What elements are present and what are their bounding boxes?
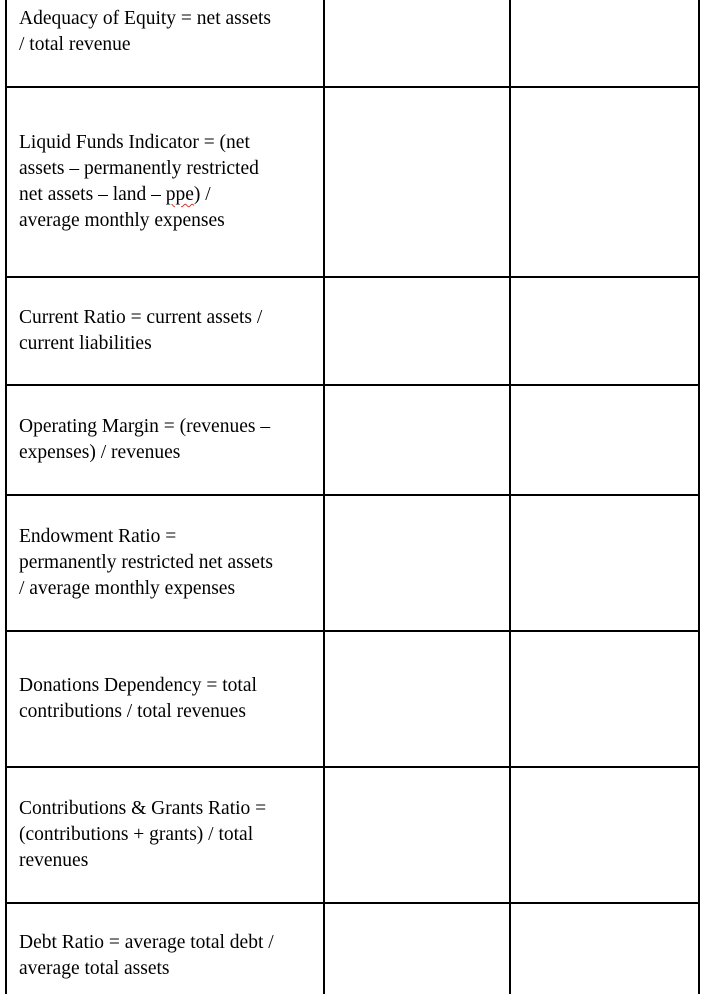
empty-value-cell[interactable] — [510, 495, 699, 631]
empty-value-cell[interactable] — [324, 0, 510, 87]
empty-value-cell[interactable] — [510, 0, 699, 87]
empty-value-cell[interactable] — [324, 277, 510, 385]
ratio-description-cell — [6, 277, 324, 385]
table-row — [6, 0, 699, 87]
ratio-description-cell — [6, 87, 324, 277]
ratio-description-cell — [6, 767, 324, 903]
empty-value-cell[interactable] — [324, 767, 510, 903]
empty-value-cell[interactable] — [324, 385, 510, 495]
ratio-text-line: current liabilities — [19, 333, 152, 354]
table-row — [6, 385, 699, 495]
empty-value-cell[interactable] — [324, 495, 510, 631]
table-row — [6, 767, 699, 903]
ratio-description-cell — [6, 0, 324, 87]
ratio-text-line: Liquid Funds Indicator = (net — [19, 132, 250, 153]
ratio-text-line: Debt Ratio = average total debt / — [19, 932, 274, 953]
ratio-description-cell — [6, 495, 324, 631]
table-row — [6, 631, 699, 767]
empty-value-cell[interactable] — [510, 903, 699, 994]
empty-value-cell[interactable] — [510, 277, 699, 385]
ratio-text-line: permanently restricted net assets — [19, 552, 273, 573]
table-row — [6, 495, 699, 631]
ratio-text-line: revenues — [19, 850, 89, 871]
table-row — [6, 903, 699, 994]
empty-value-cell[interactable] — [510, 385, 699, 495]
ratio-text-line: Contributions & Grants Ratio = — [19, 798, 267, 819]
ratio-text-line: / average monthly expenses — [19, 578, 236, 599]
empty-value-cell[interactable] — [510, 87, 699, 277]
ratio-description-cell — [6, 631, 324, 767]
ratio-text-line: Current Ratio = current assets / — [19, 307, 263, 328]
ratio-text-line: Endowment Ratio = — [19, 526, 177, 547]
ratio-text-line: / total revenue — [19, 34, 131, 55]
ratio-text-line: average monthly expenses — [19, 210, 225, 231]
ratio-text-line: expenses) / revenues — [19, 442, 181, 463]
ratio-text-line: Adequacy of Equity = net assets — [19, 8, 271, 29]
ratio-text-line — [19, 182, 315, 208]
ratio-text-line: assets – permanently restricted — [19, 158, 259, 179]
ratio-text-line: Donations Dependency = total — [19, 675, 257, 696]
ratio-text-line: (contributions + grants) / total — [19, 824, 254, 845]
empty-value-cell[interactable] — [324, 631, 510, 767]
ratio-text-line: Operating Margin = (revenues – — [19, 416, 271, 437]
spellcheck-word: ppe — [165, 184, 194, 205]
ratio-text-line: average total assets — [19, 958, 170, 979]
ratio-text-fragment: net assets – land – — [19, 184, 166, 205]
ratio-table — [5, 0, 700, 994]
ratio-description-cell — [6, 903, 324, 994]
empty-value-cell[interactable] — [510, 767, 699, 903]
empty-value-cell[interactable] — [510, 631, 699, 767]
ratio-text-line: contributions / total revenues — [19, 701, 246, 722]
table-row — [6, 277, 699, 385]
table-row — [6, 87, 699, 277]
empty-value-cell[interactable] — [324, 87, 510, 277]
ratio-text-fragment: ) / — [193, 184, 211, 205]
ratio-description-cell — [6, 385, 324, 495]
empty-value-cell[interactable] — [324, 903, 510, 994]
